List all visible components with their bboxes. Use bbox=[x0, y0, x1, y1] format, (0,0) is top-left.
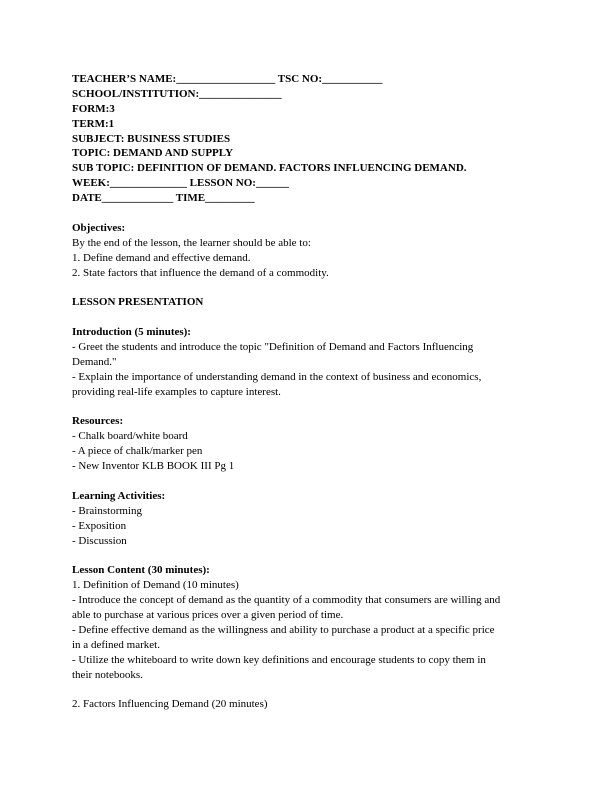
activity-item: - Exposition bbox=[72, 519, 127, 532]
introduction-section bbox=[72, 325, 542, 399]
resources-section bbox=[72, 414, 542, 474]
lesson-content-line: - Define effective demand as the willingness and ability to purchase a product at a specific price bbox=[72, 623, 495, 636]
spacer bbox=[72, 206, 542, 221]
topic-line: TOPIC: DEMAND AND SUPPLY bbox=[72, 147, 234, 160]
date-line: DATE_____________ TIME_________ bbox=[72, 192, 255, 205]
lesson-content-line: able to purchase at various prices over a given period of time. bbox=[72, 609, 344, 622]
term-line: TERM:1 bbox=[72, 117, 115, 130]
introduction-line: Demand." bbox=[72, 355, 117, 368]
introduction-line: - Greet the students and introduce the topic "Definition of Demand and Factors Influencing bbox=[72, 341, 474, 354]
lesson-content-next-item: 2. Factors Influencing Demand (20 minutes) bbox=[72, 698, 268, 711]
lesson-content-line: their notebooks. bbox=[72, 668, 143, 681]
learning-activities-heading: Learning Activities: bbox=[72, 489, 166, 502]
activity-item: - Discussion bbox=[72, 534, 127, 547]
objective-item: 2. State factors that influence the demand of a commodity. bbox=[72, 266, 329, 279]
resources-heading: Resources: bbox=[72, 415, 124, 428]
subject-line: SUBJECT: BUSINESS STUDIES bbox=[72, 132, 231, 145]
spacer bbox=[72, 474, 542, 489]
lesson-content-section bbox=[72, 563, 542, 712]
header-block bbox=[72, 72, 542, 206]
resource-item: - Chalk board/white board bbox=[72, 430, 188, 443]
objective-item: 1. Define demand and effective demand. bbox=[72, 251, 251, 264]
form-line: FORM:3 bbox=[72, 102, 115, 115]
lesson-content-line: - Introduce the concept of demand as the quantity of a commodity that consumers are willing and bbox=[72, 594, 501, 607]
spacer bbox=[72, 310, 542, 325]
objectives-intro: By the end of the lesson, the learner should be able to: bbox=[72, 236, 311, 249]
lesson-content-line: in a defined market. bbox=[72, 638, 160, 651]
objectives-heading: Objectives: bbox=[72, 221, 126, 234]
week-line: WEEK:______________ LESSON NO:______ bbox=[72, 177, 289, 190]
objectives-section bbox=[72, 221, 542, 281]
introduction-heading: Introduction (5 minutes): bbox=[72, 326, 191, 339]
document-content bbox=[72, 72, 542, 712]
sub-topic-line: SUB TOPIC: DEFINITION OF DEMAND. FACTORS INFLUENCING DEMAND. bbox=[72, 162, 467, 175]
spacer bbox=[72, 683, 542, 698]
introduction-line: providing real-life examples to capture interest. bbox=[72, 385, 281, 398]
lesson-content-heading: Lesson Content (30 minutes): bbox=[72, 564, 210, 577]
resource-item: - New Inventor KLB BOOK III Pg 1 bbox=[72, 460, 235, 473]
teacher-name-line: TEACHER’S NAME:__________________ TSC NO:___________ bbox=[72, 73, 383, 85]
school-line: SCHOOL/INSTITUTION:_______________ bbox=[72, 87, 282, 100]
introduction-line: - Explain the importance of understanding demand in the context of business and economics, bbox=[72, 370, 482, 383]
lesson-presentation-heading: LESSON PRESENTATION bbox=[72, 296, 204, 309]
spacer bbox=[72, 280, 542, 295]
lesson-content-line: 1. Definition of Demand (10 minutes) bbox=[72, 579, 239, 592]
spacer bbox=[72, 549, 542, 564]
resource-item: - A piece of chalk/marker pen bbox=[72, 445, 203, 458]
activity-item: - Brainstorming bbox=[72, 504, 142, 517]
lesson-content-line: - Utilize the whiteboard to write down key definitions and encourage students to copy them in bbox=[72, 653, 486, 666]
spacer bbox=[72, 400, 542, 415]
learning-activities-section bbox=[72, 489, 542, 549]
